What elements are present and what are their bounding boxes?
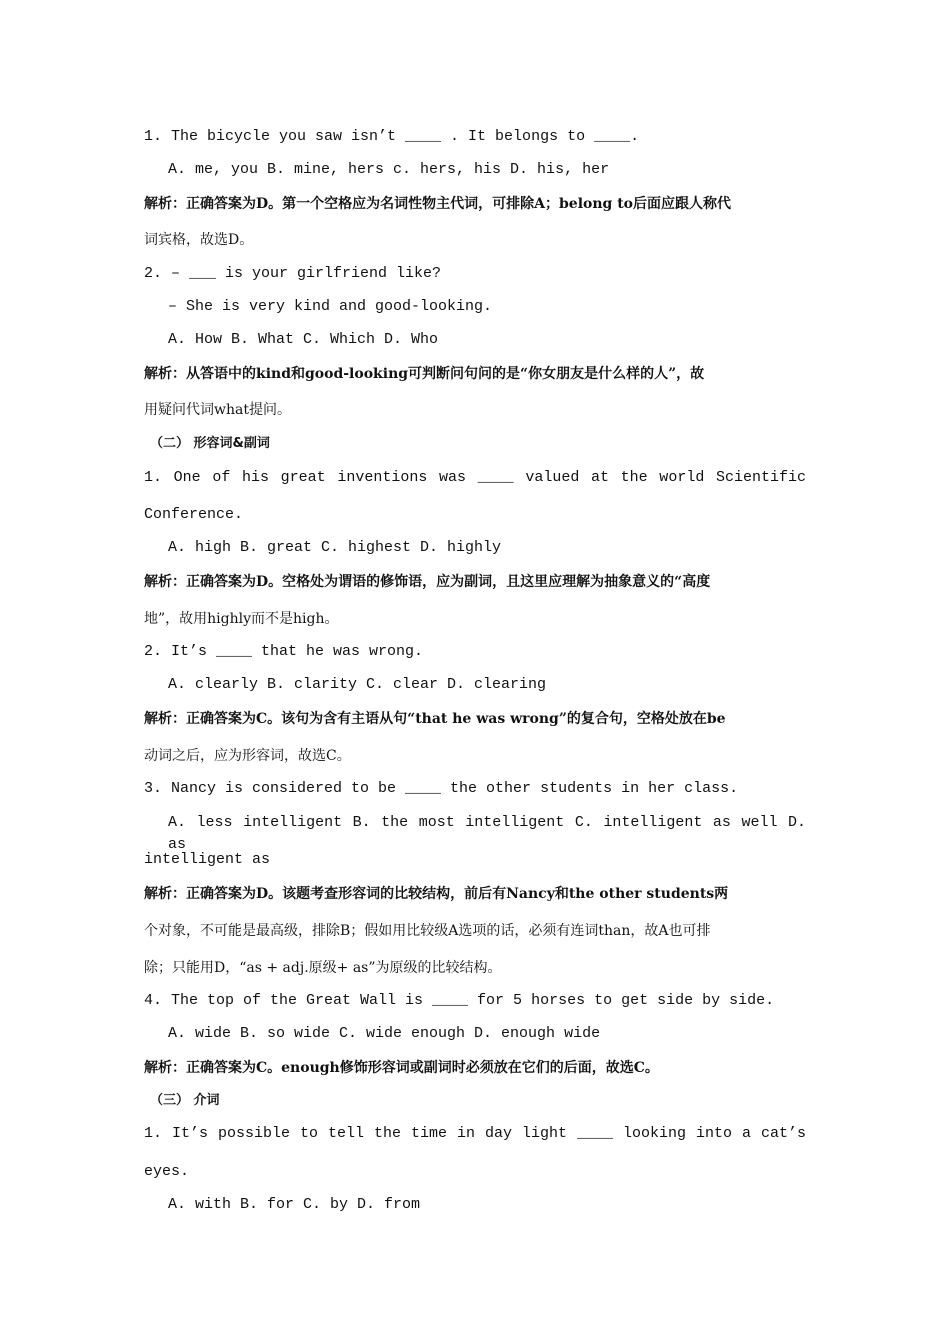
explanation-adj-2 bbox=[144, 708, 806, 730]
explanation-adj-3-cont-2: 除；只能用D，“as + adj.原级+ as”为原级的比较结构。 bbox=[144, 960, 502, 976]
explanation-text: 从答语中的kind和good-looking可判断问句问的是“你女朋友是什么样的人”，故 bbox=[186, 366, 705, 382]
explanation-adj-1-cont: 地”，故用highly而不是high。 bbox=[144, 611, 339, 627]
explanation-label: 解析： bbox=[144, 574, 186, 590]
question-prep-1: 1. It’s possible to tell the time in day light ____ looking into a cat’s bbox=[144, 1125, 806, 1142]
explanation-label: 解析： bbox=[144, 711, 186, 727]
explanation-label: 解析： bbox=[144, 366, 186, 382]
options-adj-3-cont: intelligent as bbox=[144, 851, 271, 868]
options-adj-1: A. high B. great C. highest D. highly bbox=[168, 539, 502, 556]
explanation-adj-1 bbox=[144, 571, 806, 593]
section-heading-preposition: （三） 介词 bbox=[150, 1093, 220, 1108]
explanation-adj-3 bbox=[144, 883, 806, 905]
question-adj-2: 2. It’s ____ that he was wrong. bbox=[144, 643, 424, 660]
explanation-pronoun-1-cont: 词宾格，故选D。 bbox=[144, 232, 254, 248]
options-prep-1: A. with B. for C. by D. from bbox=[168, 1196, 421, 1213]
question-adj-1-cont: Conference. bbox=[144, 506, 244, 523]
question-prep-1-cont: eyes. bbox=[144, 1163, 190, 1180]
explanation-text: 正确答案为D。该题考查形容词的比较结构，前后有Nancy和the other students两 bbox=[186, 886, 729, 902]
explanation-adj-3-cont-1: 个对象，不可能是最高级，排除B；假如用比较级A选项的话，必须有连词than，故A也可排 bbox=[144, 923, 711, 939]
question-pronoun-1: 1. The bicycle you saw isn’t ____ . It belongs to ____. bbox=[144, 128, 640, 145]
options-adj-2: A. clearly B. clarity C. clear D. clearing bbox=[168, 676, 547, 693]
explanation-adj-4 bbox=[144, 1057, 806, 1079]
explanation-label: 解析： bbox=[144, 886, 186, 902]
explanation-label: 解析： bbox=[144, 1060, 186, 1076]
explanation-adj-2-cont: 动词之后，应为形容词，故选C。 bbox=[144, 748, 351, 764]
options-adj-3: A. less intelligent B. the most intelligent C. intelligent as well D. as bbox=[168, 814, 806, 853]
question-pronoun-2: 2. – ___ is your girlfriend like? bbox=[144, 265, 442, 282]
options-adj-4: A. wide B. so wide C. wide enough D. enough wide bbox=[168, 1025, 601, 1042]
question-adj-4: 4. The top of the Great Wall is ____ for 5 horses to get side by side. bbox=[144, 992, 775, 1009]
explanation-text: 正确答案为C。该句为含有主语从句“that he was wrong”的复合句，空格处放在be bbox=[186, 711, 726, 727]
question-adj-3: 3. Nancy is considered to be ____ the other students in her class. bbox=[144, 780, 739, 797]
question-adj-1: 1. One of his great inventions was ____ valued at the world Scientific bbox=[144, 469, 806, 486]
options-pronoun-1: A. me, you B. mine, hers c. hers, his D. his, her bbox=[168, 161, 610, 178]
answer-line-pronoun-2: – She is very kind and good-looking. bbox=[168, 298, 493, 315]
explanation-pronoun-2 bbox=[144, 363, 806, 385]
section-heading-adjective-adverb: （二） 形容词&副词 bbox=[150, 436, 270, 451]
options-pronoun-2: A. How B. What C. Which D. Who bbox=[168, 331, 439, 348]
explanation-text: 正确答案为D。空格处为谓语的修饰语，应为副词，且这里应理解为抽象意义的“高度 bbox=[186, 574, 711, 590]
explanation-pronoun-1 bbox=[144, 193, 806, 215]
explanation-pronoun-2-cont: 用疑问代词what提问。 bbox=[144, 402, 291, 418]
explanation-label: 解析： bbox=[144, 196, 186, 212]
explanation-text: 正确答案为C。enough修饰形容词或副词时必须放在它们的后面，故选C。 bbox=[186, 1060, 659, 1076]
explanation-text: 正确答案为D。第一个空格应为名词性物主代词，可排除A；belong to后面应跟人称代 bbox=[186, 196, 731, 212]
